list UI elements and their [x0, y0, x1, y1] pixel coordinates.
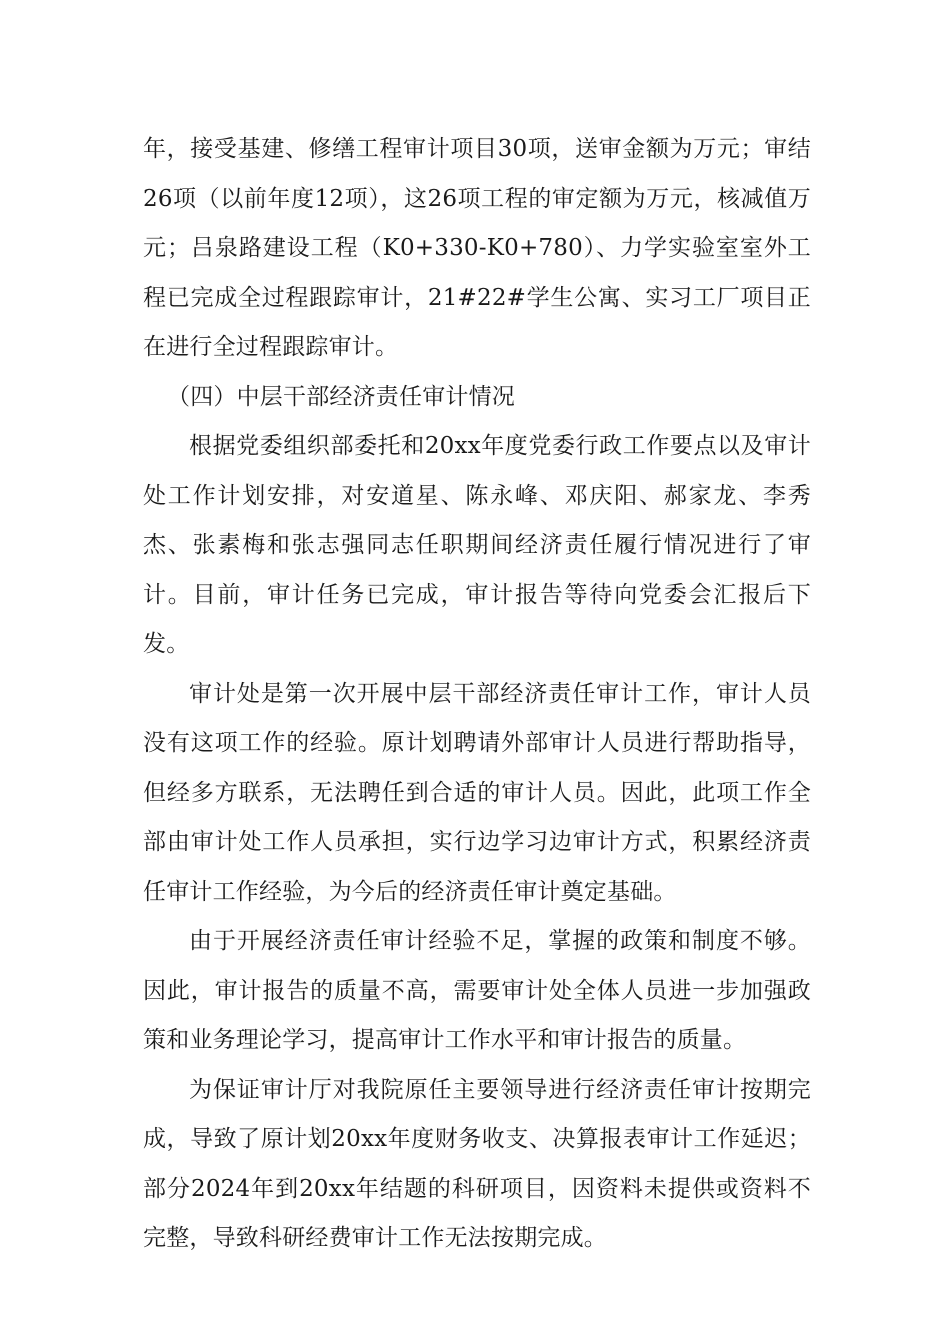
paragraph-first-audit-experience: 审计处是第一次开展中层干部经济责任审计工作，审计人员没有这项工作的经验。原计划聘请外部审计人员进行帮助指导，但经多方联系，无法聘任到合适的审计人员。因此，此项工作全部由审计处工作人员承担，实行边学习边审计方式，积累经济责任审计工作经验，为今后的经济责任审计奠定基础。 — [143, 680, 811, 905]
paragraph-cadre-audit-status: 根据党委组织部委托和20xx年度党委行政工作要点以及审计处工作计划安排，对安道星、陈永峰、邓庆阳、郝家龙、李秀杰、张素梅和张志强同志任职期间经济责任履行情况进行了审计。目前，审计任务已完成，审计报告等待向党委会汇报后下发。 — [143, 433, 811, 657]
section-heading-cadre-audit: （四）中层干部经济责任审计情况 — [167, 383, 515, 410]
paragraph-insufficient-experience: 由于开展经济责任审计经验不足，掌握的政策和制度不够。因此，审计报告的质量不高，需要审计处全体人员进一步加强政策和业务理论学习，提高审计工作水平和审计报告的质量。 — [143, 928, 811, 1053]
document-body — [143, 125, 811, 1264]
paragraph-construction-audit: 年，接受基建、修缮工程审计项目30项，送审金额为万元；审结26项（以前年度12项），这26项工程的审定额为万元，核减值万元；吕泉路建设工程（K0+330-K0+780）、力学实验室室外工程已完成全过程跟踪审计，21#22#学生公寓、实习工厂项目正在进行全过程跟踪审计。 — [143, 136, 811, 360]
paragraph-delays: 为保证审计厅对我院原任主要领导进行经济责任审计按期完成，导致了原计划20xx年度财务收支、决算报表审计工作延迟；部分2024年到20xx年结题的科研项目，因资料未提供或资料不完整，导致科研经费审计工作无法按期完成。 — [143, 1076, 811, 1251]
